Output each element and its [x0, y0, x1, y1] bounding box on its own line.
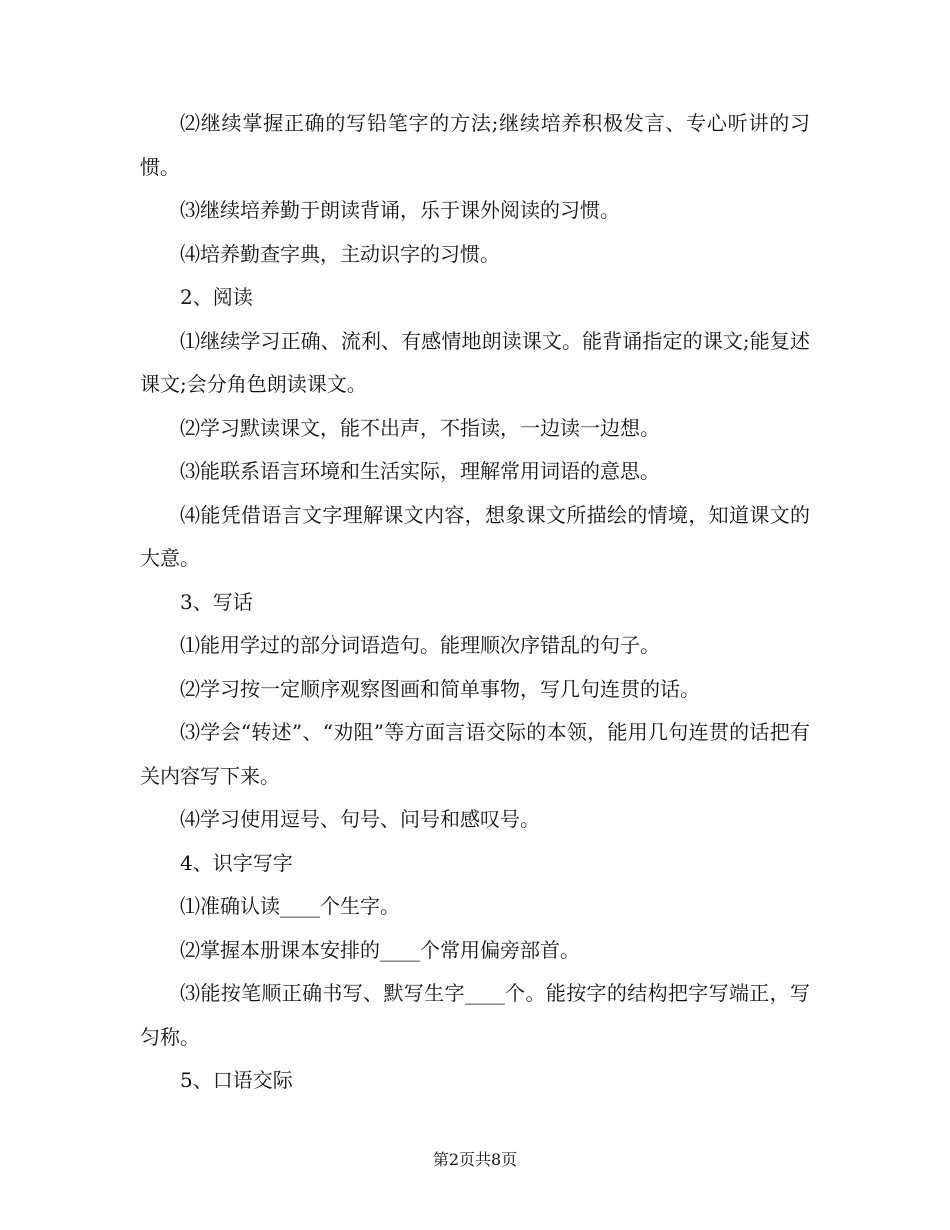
paragraph: ⑷能凭借语言文字理解课文内容，想象课文所描绘的情境，知道课文的大意。	[140, 502, 810, 570]
paragraph: ⑵学习按一定顺序观察图画和简单事物，写几句连贯的话。	[180, 676, 700, 701]
paragraph: ⑶继续培养勤于朗读背诵，乐于课外阅读的习惯。	[180, 198, 620, 222]
section-heading: 2、阅读	[180, 285, 253, 309]
document-body	[140, 102, 810, 1103]
paragraph: ⑴能用学过的部分词语造句。能理顺次序错乱的句子。	[180, 633, 660, 657]
paragraph: ⑵学习默读课文，能不出声，不指读，一边读一边想。	[180, 415, 660, 440]
paragraph: ⑶学会“转述”、“劝阻”等方面言语交际的本领，能用几句连贯的话把有关内容写下来。	[140, 720, 810, 788]
paragraph: ⑶能按笔顺正确书写、默写生字____个。能按字的结构把字写端正，写匀称。	[140, 981, 810, 1049]
section-heading: 4、识字写字	[180, 850, 293, 875]
section-heading: 5、口语交际	[180, 1068, 293, 1092]
paragraph: ⑷培养勤查字典，主动识字的习惯。	[180, 241, 500, 266]
page-number-footer: 第2页共8页	[432, 1150, 518, 1169]
paragraph: ⑴继续学习正确、流利、有感情地朗读课文。能背诵指定的课文;能复述课文;会分角色朗读课文。	[140, 328, 810, 396]
paragraph: ⑵继续掌握正确的写铅笔字的方法;继续培养积极发言、专心听讲的习惯。	[140, 111, 810, 179]
paragraph: ⑶能联系语言环境和生活实际，理解常用词语的意思。	[180, 459, 660, 483]
paragraph: ⑵掌握本册课本安排的____个常用偏旁部首。	[180, 937, 580, 962]
paragraph: ⑷学习使用逗号、句号、问号和感叹号。	[180, 807, 540, 831]
section-heading: 3、写话	[180, 589, 253, 614]
paragraph: ⑴准确认读____个生字。	[180, 894, 400, 918]
